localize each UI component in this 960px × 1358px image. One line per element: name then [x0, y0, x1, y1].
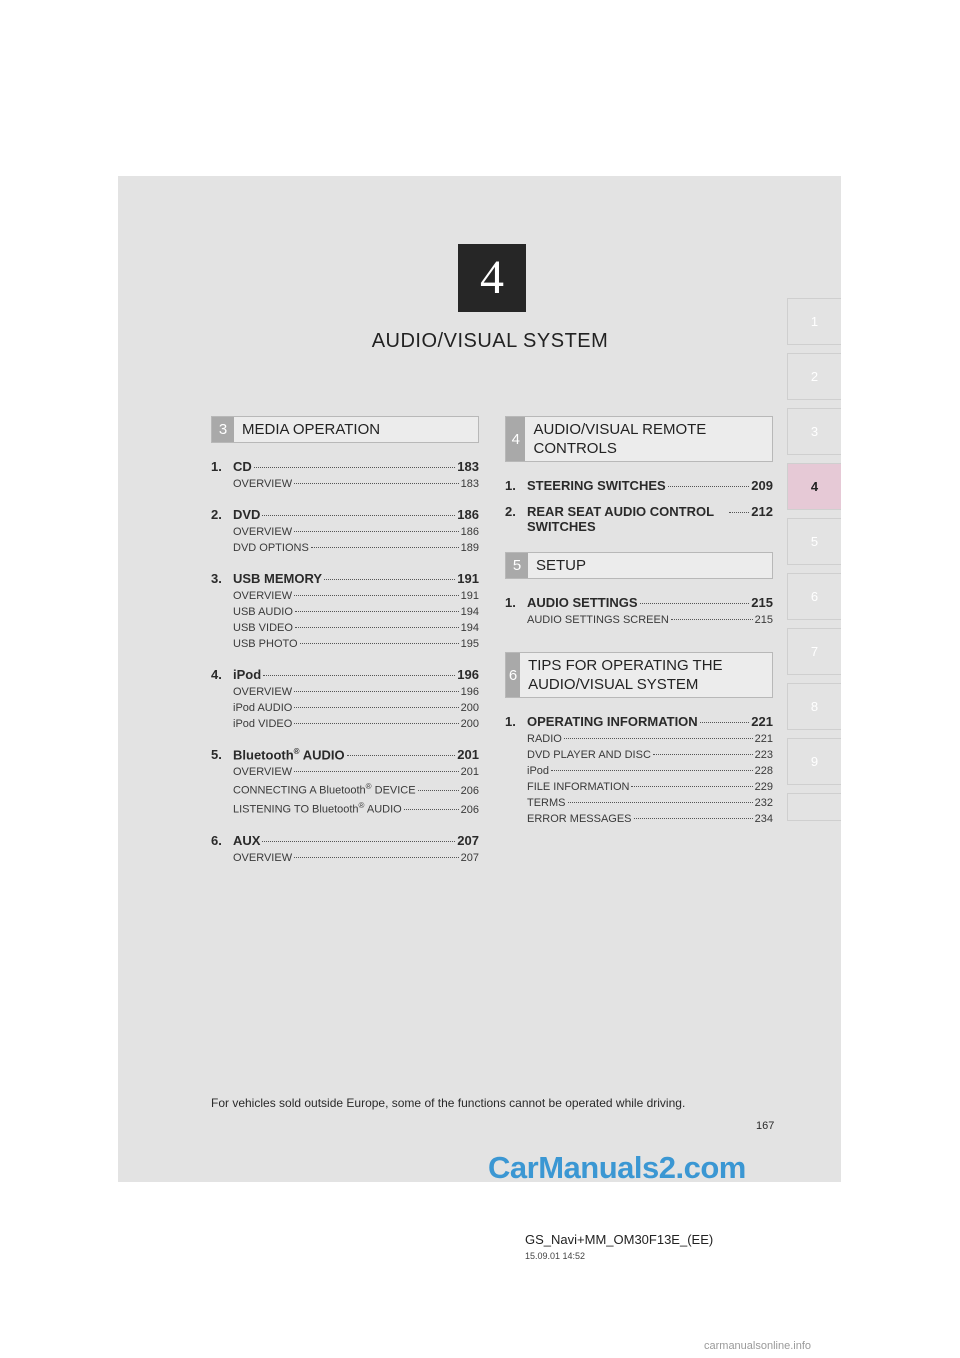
section-label: AUDIO/VISUAL REMOTE CONTROLS: [533, 421, 707, 457]
leader-dots: [418, 790, 459, 791]
chapter-number: 4: [480, 251, 504, 304]
subentry-title: OVERVIEW: [233, 766, 293, 779]
toc-subentry[interactable]: [233, 526, 479, 538]
subentry-page: 200: [460, 702, 479, 714]
toc-subentry[interactable]: [233, 542, 479, 554]
entry-title: iPod: [233, 667, 262, 682]
toc-subentry[interactable]: [233, 718, 479, 730]
entry-number: 1.: [505, 478, 516, 493]
subentry-title: OVERVIEW: [233, 686, 293, 698]
subentry-page: 194: [460, 622, 479, 634]
entry-number: 4.: [211, 667, 222, 682]
entry-title: AUX: [233, 832, 261, 848]
toc-subentry[interactable]: [233, 590, 479, 602]
toc-subentry[interactable]: [233, 766, 479, 778]
subentry-title: OVERVIEW: [233, 478, 293, 490]
entry-title: DVD: [233, 507, 261, 522]
section-label: TIPS FOR OPERATING THE AUDIO/VISUAL SYSTEM: [528, 657, 723, 693]
leader-dots: [254, 467, 456, 468]
leader-dots: [294, 857, 459, 858]
leader-dots: [295, 627, 459, 628]
leader-dots: [568, 802, 753, 803]
leader-dots: [551, 770, 753, 771]
subentry-title: AUDIO SETTINGS SCREEN: [527, 614, 669, 626]
leader-dots: [294, 595, 459, 596]
subentry-page: 206: [460, 803, 479, 816]
entry-page: 201: [457, 747, 479, 763]
toc-subentry[interactable]: [527, 765, 773, 777]
subentry-page: 183: [460, 478, 479, 490]
leader-dots: [262, 841, 455, 842]
subentry-page: 232: [754, 797, 773, 809]
section-header: [505, 552, 773, 579]
gap: [211, 730, 479, 736]
chapter-tab-9[interactable]: 9: [787, 738, 841, 785]
section-number: 3: [212, 417, 234, 442]
toc-left-column: [211, 416, 479, 864]
entry-title: AUDIO SETTINGS: [527, 595, 638, 610]
entry-title: Bluetooth® AUDIO: [233, 747, 345, 763]
toc-entry[interactable]: [211, 667, 479, 682]
entry-number: 2.: [505, 504, 516, 519]
page-number: 167: [756, 1120, 775, 1132]
entry-title: CD: [233, 459, 252, 474]
entry-number: 1.: [211, 459, 222, 474]
leader-dots: [347, 755, 456, 756]
subentry-page: 200: [460, 718, 479, 730]
leader-dots: [262, 515, 455, 516]
entry-number: 1.: [505, 595, 516, 610]
toc-subentry[interactable]: [233, 852, 479, 864]
subentry-page: 207: [460, 851, 479, 864]
toc-subentry[interactable]: [233, 686, 479, 698]
entry-page: 215: [751, 595, 773, 610]
section-header: [211, 416, 479, 443]
section-label: SETUP: [536, 557, 587, 574]
subentry-page: 195: [460, 638, 479, 650]
subentry-page: 206: [460, 784, 479, 797]
toc-right-column: [505, 416, 773, 825]
leader-dots: [294, 707, 458, 708]
entry-page: 221: [751, 714, 773, 729]
subentry-title: ERROR MESSAGES: [527, 813, 632, 825]
subentry-title: OVERVIEW: [233, 526, 293, 538]
subentry-page: 191: [460, 590, 479, 602]
subentry-page: 221: [754, 733, 773, 745]
leader-dots: [631, 786, 752, 787]
leader-dots: [294, 771, 459, 772]
leader-dots: [295, 611, 459, 612]
entry-page: 207: [457, 832, 479, 848]
subentry-title: iPod: [527, 765, 550, 777]
toc-entry[interactable]: [505, 595, 773, 610]
section-header: [505, 416, 773, 462]
chapter-tab-4[interactable]: 4: [787, 463, 841, 510]
leader-dots: [671, 619, 753, 620]
toc-entry[interactable]: [505, 504, 773, 534]
gap: [211, 816, 479, 822]
document-id: GS_Navi+MM_OM30F13E_(EE): [525, 1232, 714, 1247]
chapter-tab-blank[interactable]: [787, 793, 841, 821]
entry-page: 209: [751, 478, 773, 493]
toc-entry[interactable]: [211, 571, 479, 586]
chapter-tabs: [787, 298, 841, 829]
toc-subentry[interactable]: [233, 782, 479, 797]
entry-page: 183: [457, 459, 479, 474]
subentry-title: DVD OPTIONS: [233, 542, 309, 554]
entry-title: STEERING SWITCHES: [527, 478, 666, 493]
subentry-title: OVERVIEW: [233, 851, 293, 864]
toc-subentry[interactable]: [527, 733, 773, 745]
toc-subentry[interactable]: [233, 478, 479, 490]
subentry-title: FILE INFORMATION: [527, 781, 630, 793]
leader-dots: [294, 723, 458, 724]
toc-subentry[interactable]: [233, 606, 479, 618]
entry-page: 191: [457, 571, 479, 586]
section-label: MEDIA OPERATION: [242, 421, 381, 438]
entry-title: USB MEMORY: [233, 571, 323, 586]
leader-dots: [294, 531, 459, 532]
entry-number: 6.: [211, 832, 222, 848]
entry-number: 3.: [211, 571, 222, 586]
subentry-title: TERMS: [527, 797, 566, 809]
toc-entry[interactable]: [211, 833, 479, 848]
leader-dots: [564, 738, 753, 739]
leader-dots: [300, 643, 459, 644]
subentry-page: 189: [460, 542, 479, 554]
subentry-page: 215: [754, 614, 773, 626]
leader-dots: [294, 691, 459, 692]
leader-dots: [640, 603, 750, 604]
chapter-tab-6[interactable]: 6: [787, 573, 841, 620]
entry-number: 1.: [505, 714, 516, 729]
bottom-watermark[interactable]: carmanualsonline.info: [704, 1340, 812, 1352]
subentry-page: 229: [754, 781, 773, 793]
leader-dots: [668, 486, 750, 487]
leader-dots: [311, 547, 459, 548]
toc-subentry[interactable]: [233, 702, 479, 714]
toc-subentry[interactable]: [233, 638, 479, 650]
chapter-title: AUDIO/VISUAL SYSTEM: [371, 330, 609, 352]
document-timestamp: 15.09.01 14:52: [525, 1251, 586, 1261]
leader-dots: [700, 722, 750, 723]
leader-dots: [294, 483, 459, 484]
subentry-page: 234: [754, 813, 773, 825]
entry-title: OPERATING INFORMATION: [527, 714, 698, 729]
gap: [505, 534, 773, 552]
toc-entry[interactable]: [505, 714, 773, 729]
site-watermark[interactable]: CarManuals2.com: [488, 1150, 746, 1185]
entry-number: 5.: [211, 747, 222, 763]
toc-subentry[interactable]: [527, 614, 773, 626]
section-number: 5: [506, 553, 528, 578]
subentry-title: RADIO: [527, 733, 562, 745]
gap: [211, 554, 479, 560]
gap: [505, 626, 773, 652]
footer-note: For vehicles sold outside Europe, some of the functions cannot be operated while driving.: [211, 1096, 686, 1110]
subentry-page: 223: [754, 749, 773, 761]
subentry-title: USB VIDEO: [233, 622, 293, 634]
leader-dots: [729, 512, 749, 513]
leader-dots: [634, 818, 753, 819]
section-number: 6: [506, 653, 520, 697]
entry-page: 212: [751, 504, 773, 519]
chapter-tab-8[interactable]: 8: [787, 683, 841, 730]
chapter-tab-7[interactable]: 7: [787, 628, 841, 675]
toc-entry[interactable]: [505, 478, 773, 493]
subentry-page: 186: [460, 526, 479, 538]
chapter-number-badge: [458, 244, 526, 312]
subentry-title: OVERVIEW: [233, 590, 293, 602]
entry-page: 196: [457, 667, 479, 682]
subentry-title: iPod AUDIO: [233, 702, 293, 714]
toc-subentry[interactable]: [233, 801, 479, 816]
leader-dots: [263, 675, 455, 676]
subentry-title: iPod VIDEO: [233, 718, 293, 730]
chapter-tab-3[interactable]: 3: [787, 408, 841, 455]
subentry-page: 228: [754, 765, 773, 777]
leader-dots: [653, 754, 753, 755]
toc-subentry[interactable]: [527, 781, 773, 793]
subentry-title: DVD PLAYER AND DISC: [527, 749, 651, 761]
leader-dots: [404, 809, 459, 810]
chapter-tab-1[interactable]: 1: [787, 298, 841, 345]
toc-subentry[interactable]: [527, 797, 773, 809]
entry-page: 186: [457, 507, 479, 522]
toc-subentry[interactable]: [527, 749, 773, 761]
toc-entry[interactable]: [211, 507, 479, 522]
entry-title: REAR SEAT AUDIO CONTROL SWITCHES: [527, 504, 714, 534]
subentry-title: LISTENING TO Bluetooth® AUDIO: [233, 800, 402, 816]
subentry-title: USB PHOTO: [233, 638, 298, 650]
gap: [211, 650, 479, 656]
subentry-title: USB AUDIO: [233, 606, 293, 618]
gap: [211, 490, 479, 496]
toc-entry[interactable]: [211, 459, 479, 474]
section-header: [505, 652, 773, 698]
toc-subentry[interactable]: [233, 622, 479, 634]
chapter-tab-2[interactable]: 2: [787, 353, 841, 400]
subentry-title: CONNECTING A Bluetooth® DEVICE: [233, 782, 416, 797]
leader-dots: [324, 579, 455, 580]
chapter-tab-5[interactable]: 5: [787, 518, 841, 565]
entry-number: 2.: [211, 507, 222, 522]
toc-subentry[interactable]: [527, 813, 773, 825]
toc-entry[interactable]: [211, 747, 479, 762]
subentry-page: 194: [460, 606, 479, 618]
section-number: 4: [506, 417, 525, 461]
subentry-page: 201: [460, 766, 479, 779]
subentry-page: 196: [460, 686, 479, 698]
